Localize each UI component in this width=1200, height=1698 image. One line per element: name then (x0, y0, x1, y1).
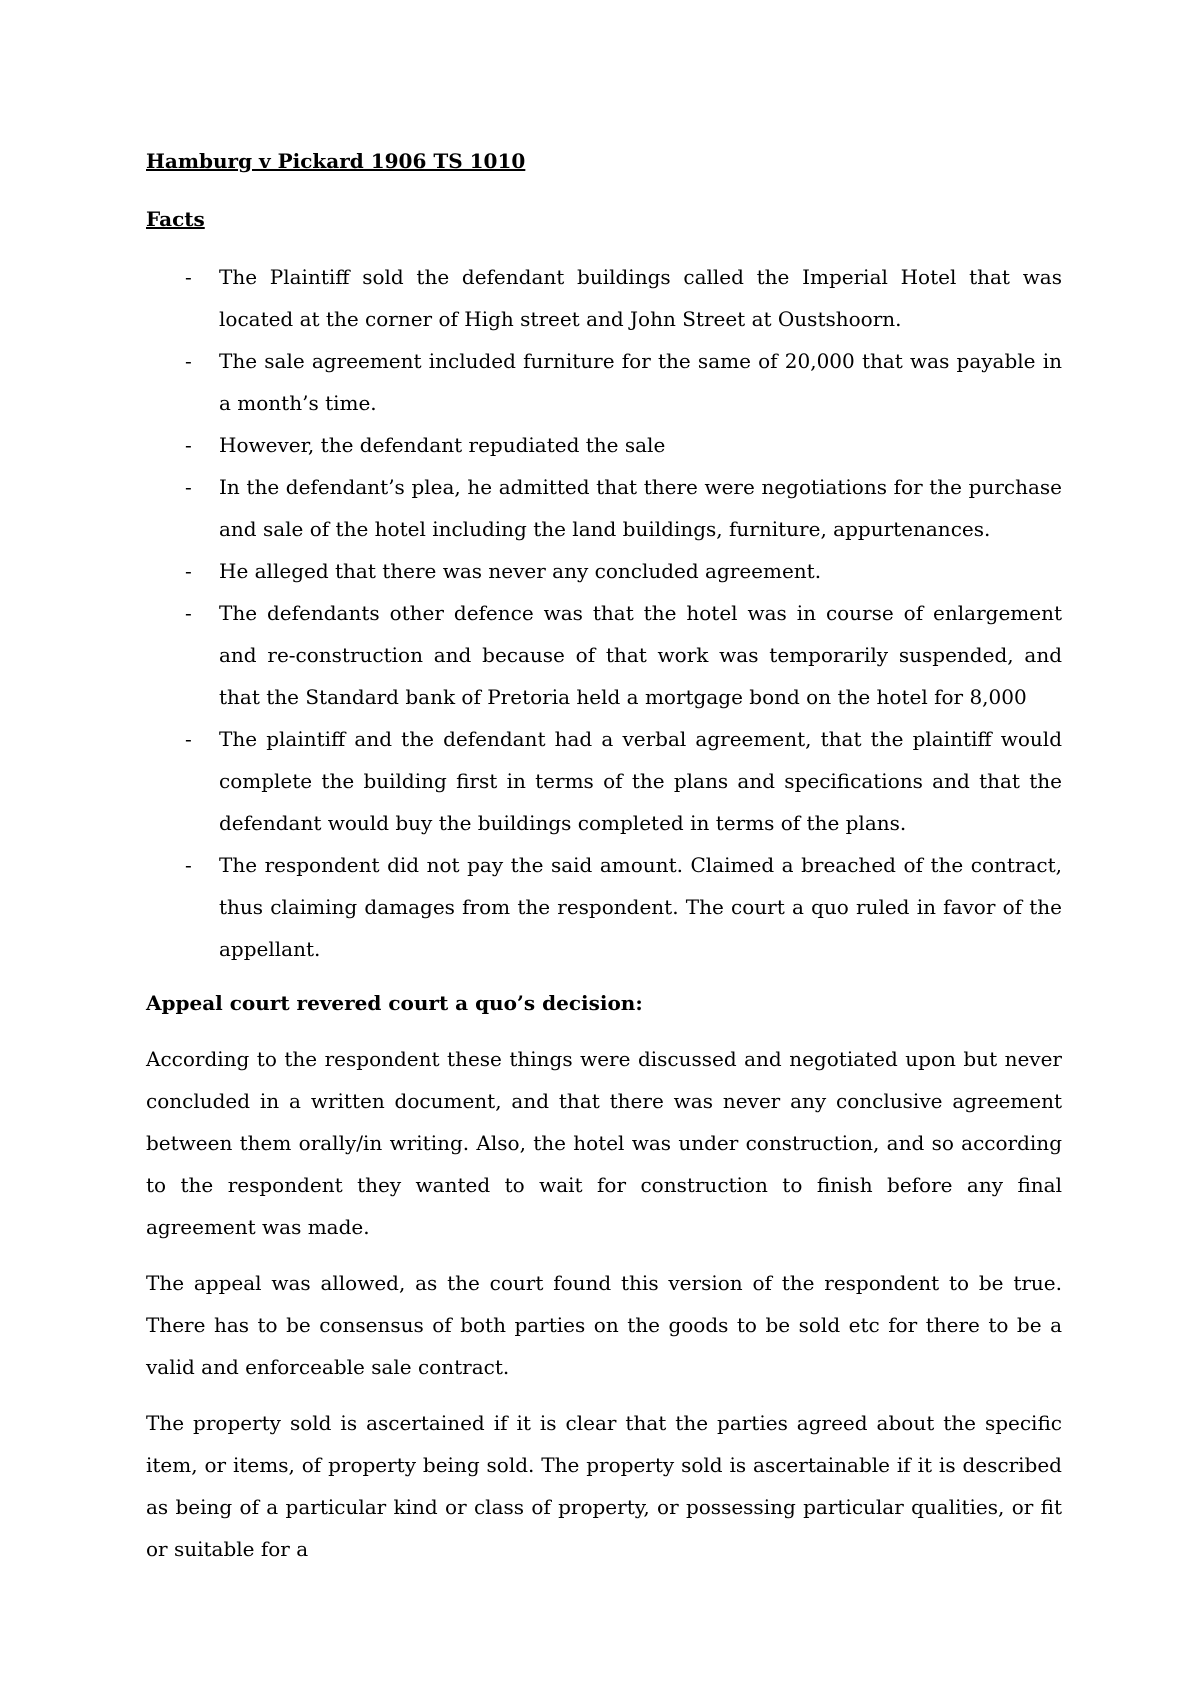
fact-text: However, the defendant repudiated the sale (219, 433, 666, 457)
bullet-dash: - (185, 433, 192, 457)
bullet-dash: - (185, 265, 192, 289)
fact-item (146, 340, 1062, 424)
paragraph-respondent-version: According to the respondent these things were discussed and negotiated upon but never concluded in a written document, and that there was never any conclusive agreement between them orally/in writing. Also, the hotel was under construction, and so according to the respondent they wanted to wait for construction to finish before any final agreement was made. (146, 1047, 1062, 1239)
facts-list (146, 256, 1062, 970)
facts-heading: Facts (146, 207, 205, 231)
fact-text: The Plaintiff sold the defendant buildings called the Imperial Hotel that was located at the corner of High street and John Street at Oustshoorn. (219, 265, 1062, 331)
fact-item (146, 256, 1062, 340)
fact-text: In the defendant’s plea, he admitted that there were negotiations for the purchase and sale of the hotel including the land buildings, furniture, appurtenances. (219, 475, 1062, 541)
fact-item (146, 424, 1062, 466)
fact-item (146, 466, 1062, 550)
bullet-dash: - (185, 727, 192, 751)
fact-text: He alleged that there was never any concluded agreement. (219, 559, 822, 583)
bullet-dash: - (185, 475, 192, 499)
appeal-heading: Appeal court revered court a quo’s decision: (146, 991, 643, 1015)
fact-item (146, 844, 1062, 970)
bullet-dash: - (185, 559, 192, 583)
fact-text: The plaintiff and the defendant had a verbal agreement, that the plaintiff would complete the building first in terms of the plans and specifications and that the defendant would buy the buildings completed in terms of the plans. (219, 727, 1062, 835)
case-title: Hamburg v Pickard 1906 TS 1010 (146, 149, 526, 173)
fact-item (146, 718, 1062, 844)
bullet-dash: - (185, 349, 192, 373)
document-page (146, 140, 1062, 1584)
fact-text: The respondent did not pay the said amount. Claimed a breached of the contract, thus claiming damages from the respondent. The court a quo ruled in favor of the appellant. (219, 853, 1062, 961)
fact-item (146, 592, 1062, 718)
fact-item (146, 550, 1062, 592)
paragraph-appeal-allowed: The appeal was allowed, as the court found this version of the respondent to be true. There has to be consensus of both parties on the goods to be sold etc for there to be a valid and enforceable sale contract. (146, 1271, 1062, 1379)
fact-text: The defendants other defence was that the hotel was in course of enlargement and re-construction and because of that work was temporarily suspended, and that the Standard bank of Pretoria held a mortgage bond on the hotel for 8,000 (219, 601, 1062, 709)
fact-text: The sale agreement included furniture for the same of 20,000 that was payable in a month’s time. (219, 349, 1062, 415)
bullet-dash: - (185, 853, 192, 877)
bullet-dash: - (185, 601, 192, 625)
paragraph-property-sold: The property sold is ascertained if it is clear that the parties agreed about the specific item, or items, of property being sold. The property sold is ascertainable if it is described as being of a particular kind or class of property, or possessing particular qualities, or fit or suitable for a (146, 1411, 1062, 1561)
